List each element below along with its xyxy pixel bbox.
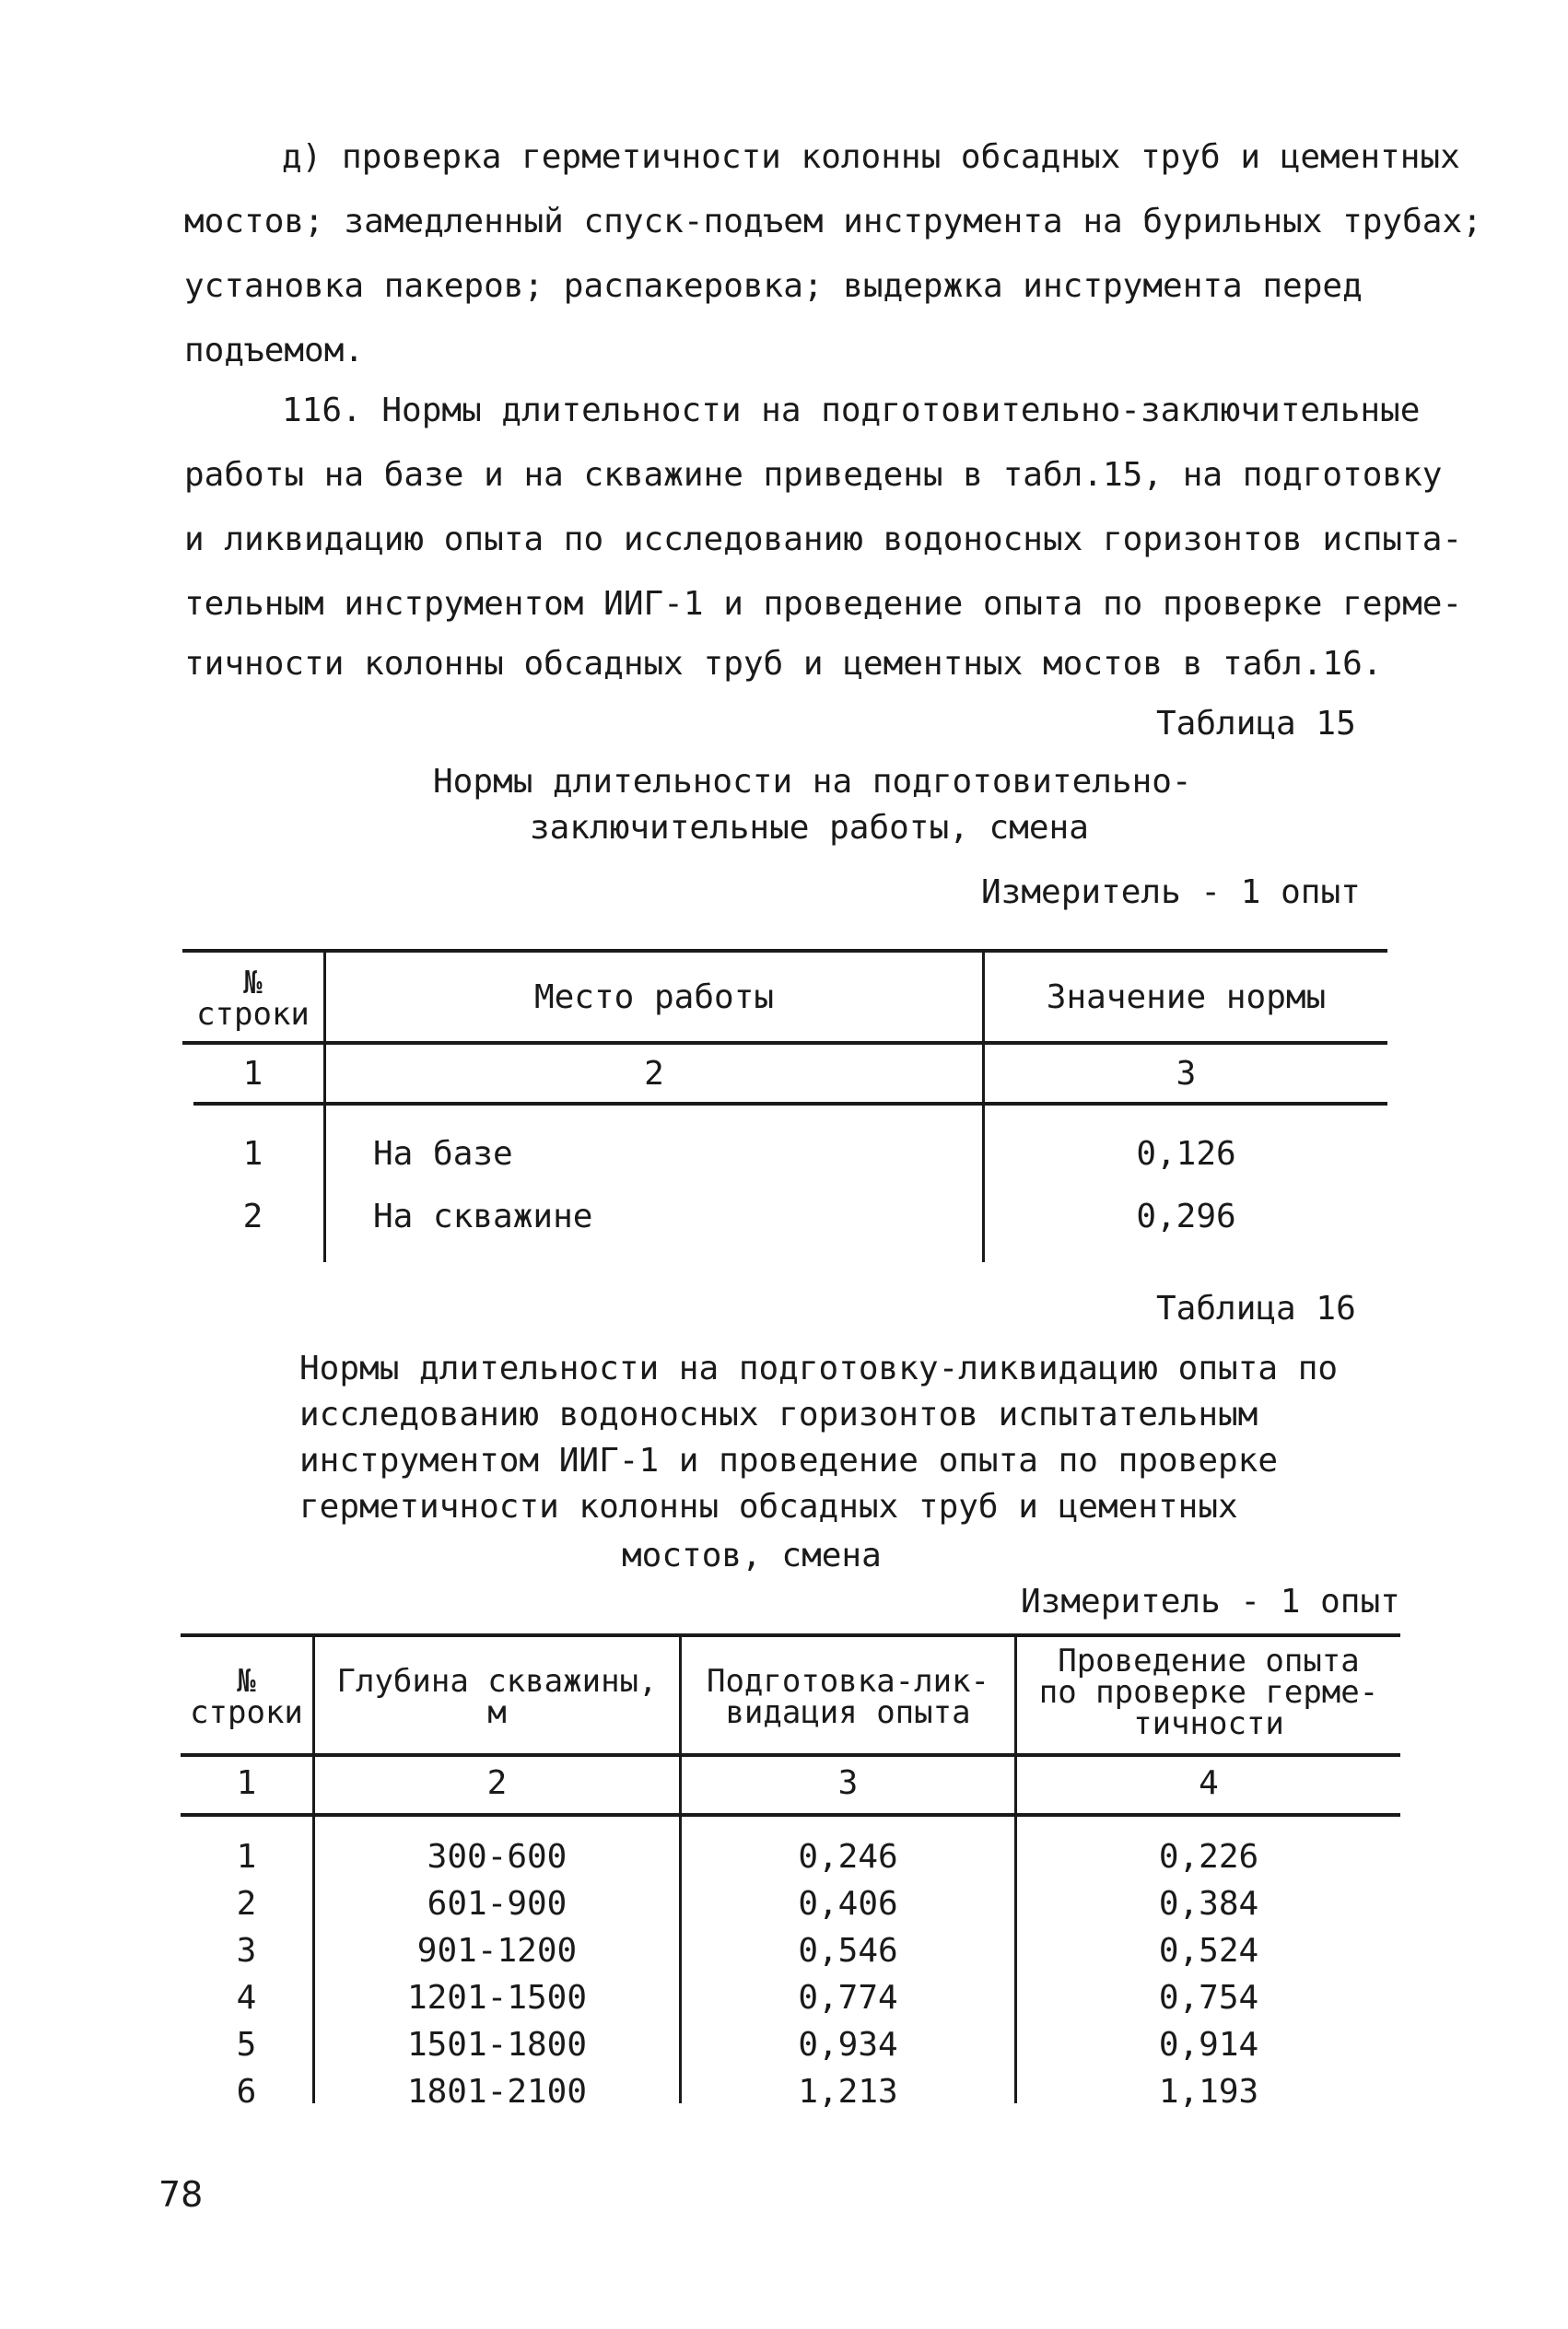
table15-row-1-num: 1 xyxy=(242,1135,263,1173)
table15-unit: Измеритель - 1 опыт xyxy=(981,873,1361,911)
table16-header-rule xyxy=(181,1753,1400,1757)
table16-label: Таблица 16 xyxy=(1156,1290,1356,1328)
table16-row-4-prep: 0,774 xyxy=(798,1979,898,2017)
table16-row-6-depth: 1801-2100 xyxy=(406,2073,588,2111)
paragraph-d-line-3: установка пакеров; распакеровка; выдержка инструмента перед xyxy=(184,267,1363,305)
table16-row-2-num: 2 xyxy=(236,1885,257,1923)
table16-title-line-4: герметичности колонны обсадных труб и цементных xyxy=(299,1488,1238,1526)
table15-title-line-1: Нормы длительности на подготовительно- xyxy=(433,763,1192,801)
paragraph-116-line-4: тельным инструментом ИИГ-1 и проведение опыта по проверке герме- xyxy=(184,585,1463,623)
table15-colnum-2: 2 xyxy=(644,1055,664,1093)
table16-row-5-prep: 0,934 xyxy=(798,2026,898,2064)
table16-row-1-prep: 0,246 xyxy=(798,1838,898,1876)
table16-row-2-depth: 601-900 xyxy=(427,1885,568,1923)
table16-row-2-prep: 0,406 xyxy=(798,1885,898,1923)
table16-row-1-num: 1 xyxy=(236,1838,257,1876)
table15-header-value: Значение нормы xyxy=(1046,978,1327,1016)
table16-row-5-depth: 1501-1800 xyxy=(406,2026,588,2064)
paragraph-116-line-5: тичности колонны обсадных труб и цементных мостов в табл.16. xyxy=(184,645,1383,683)
paragraph-116-line-2: работы на базе и на скважине приведены в табл.15, на подготовку xyxy=(184,456,1443,494)
table16-row-6-num: 6 xyxy=(236,2073,257,2111)
paragraph-116-line-1: 116. Нормы длительности на подготовительно-заключительные xyxy=(282,392,1421,429)
table16-header-row-num: № строки xyxy=(190,1663,303,1731)
table16-row-1-test: 0,226 xyxy=(1158,1838,1259,1876)
table16-row-3-prep: 0,546 xyxy=(798,1932,898,1970)
table15-header-place: Место работы xyxy=(533,978,775,1016)
table15-colnum-1: 1 xyxy=(242,1055,263,1093)
table16-colnum-2: 2 xyxy=(486,1764,508,1802)
table16-row-3-test: 0,524 xyxy=(1158,1932,1259,1970)
paragraph-d-line-1: д) проверка герметичности колонны обсадных труб и цементных xyxy=(282,138,1460,176)
table15-top-rule xyxy=(182,949,1387,953)
table15-title-line-2: заключительные работы, смена xyxy=(530,809,1089,847)
table15-label: Таблица 15 xyxy=(1156,705,1356,743)
table15-row-2-place: На скважине xyxy=(373,1198,593,1235)
table16-top-rule xyxy=(181,1633,1400,1637)
paragraph-116-line-3: и ликвидацию опыта по исследованию водоносных горизонтов испыта- xyxy=(184,521,1463,558)
table16-row-6-test: 1,193 xyxy=(1158,2073,1259,2111)
table16-title-line-1: Нормы длительности на подготовку-ликвидацию опыта по xyxy=(299,1350,1339,1387)
table16-row-1-depth: 300-600 xyxy=(427,1838,568,1876)
table15-header-rule xyxy=(182,1041,1387,1045)
table16-row-3-num: 3 xyxy=(236,1932,257,1970)
paragraph-d-line-2: мостов; замедленный спуск-подъем инструмента на бурильных трубах; xyxy=(184,203,1482,240)
page-number: 78 xyxy=(158,2174,204,2215)
table16-colnum-4: 4 xyxy=(1199,1764,1219,1802)
table16-row-3-depth: 901-1200 xyxy=(416,1932,578,1970)
table15-colnum-3: 3 xyxy=(1176,1055,1197,1093)
table15-row-1-value: 0,126 xyxy=(1136,1135,1236,1173)
table16-title-line-3: инструментом ИИГ-1 и проведение опыта по проверке xyxy=(299,1442,1279,1480)
table15-header-row-num: № строки xyxy=(196,965,310,1033)
table16-row-2-test: 0,384 xyxy=(1158,1885,1259,1923)
table16-colnum-1: 1 xyxy=(236,1764,257,1802)
table16-header-depth: Глубина скважины, м xyxy=(336,1663,658,1731)
paragraph-d-line-4: подъемом. xyxy=(184,332,365,369)
table15-numbers-rule xyxy=(193,1102,1387,1106)
table15-row-1-place: На базе xyxy=(373,1135,513,1173)
table16-header-prep: Подготовка-лик- видация опыта xyxy=(706,1663,990,1731)
table16-header-test: Проведение опыта по проверке герме- тичности xyxy=(1038,1643,1379,1742)
table16-row-5-num: 5 xyxy=(236,2026,257,2064)
table16-row-5-test: 0,914 xyxy=(1158,2026,1259,2064)
table16-title-line-2: исследованию водоносных горизонтов испытательным xyxy=(299,1396,1258,1434)
table16-colnum-3: 3 xyxy=(837,1764,859,1802)
table16-row-4-num: 4 xyxy=(236,1979,257,2017)
table16-row-6-prep: 1,213 xyxy=(798,2073,898,2111)
table15-row-2-value: 0,296 xyxy=(1136,1198,1236,1235)
table16-title-line-5: мостов, смена xyxy=(622,1537,882,1574)
table16-row-4-depth: 1201-1500 xyxy=(406,1979,588,2017)
table16-numbers-rule xyxy=(181,1813,1400,1817)
table15-row-2-num: 2 xyxy=(242,1198,263,1235)
table16-unit: Измеритель - 1 опыт xyxy=(1021,1583,1400,1621)
table16-row-4-test: 0,754 xyxy=(1158,1979,1259,2017)
